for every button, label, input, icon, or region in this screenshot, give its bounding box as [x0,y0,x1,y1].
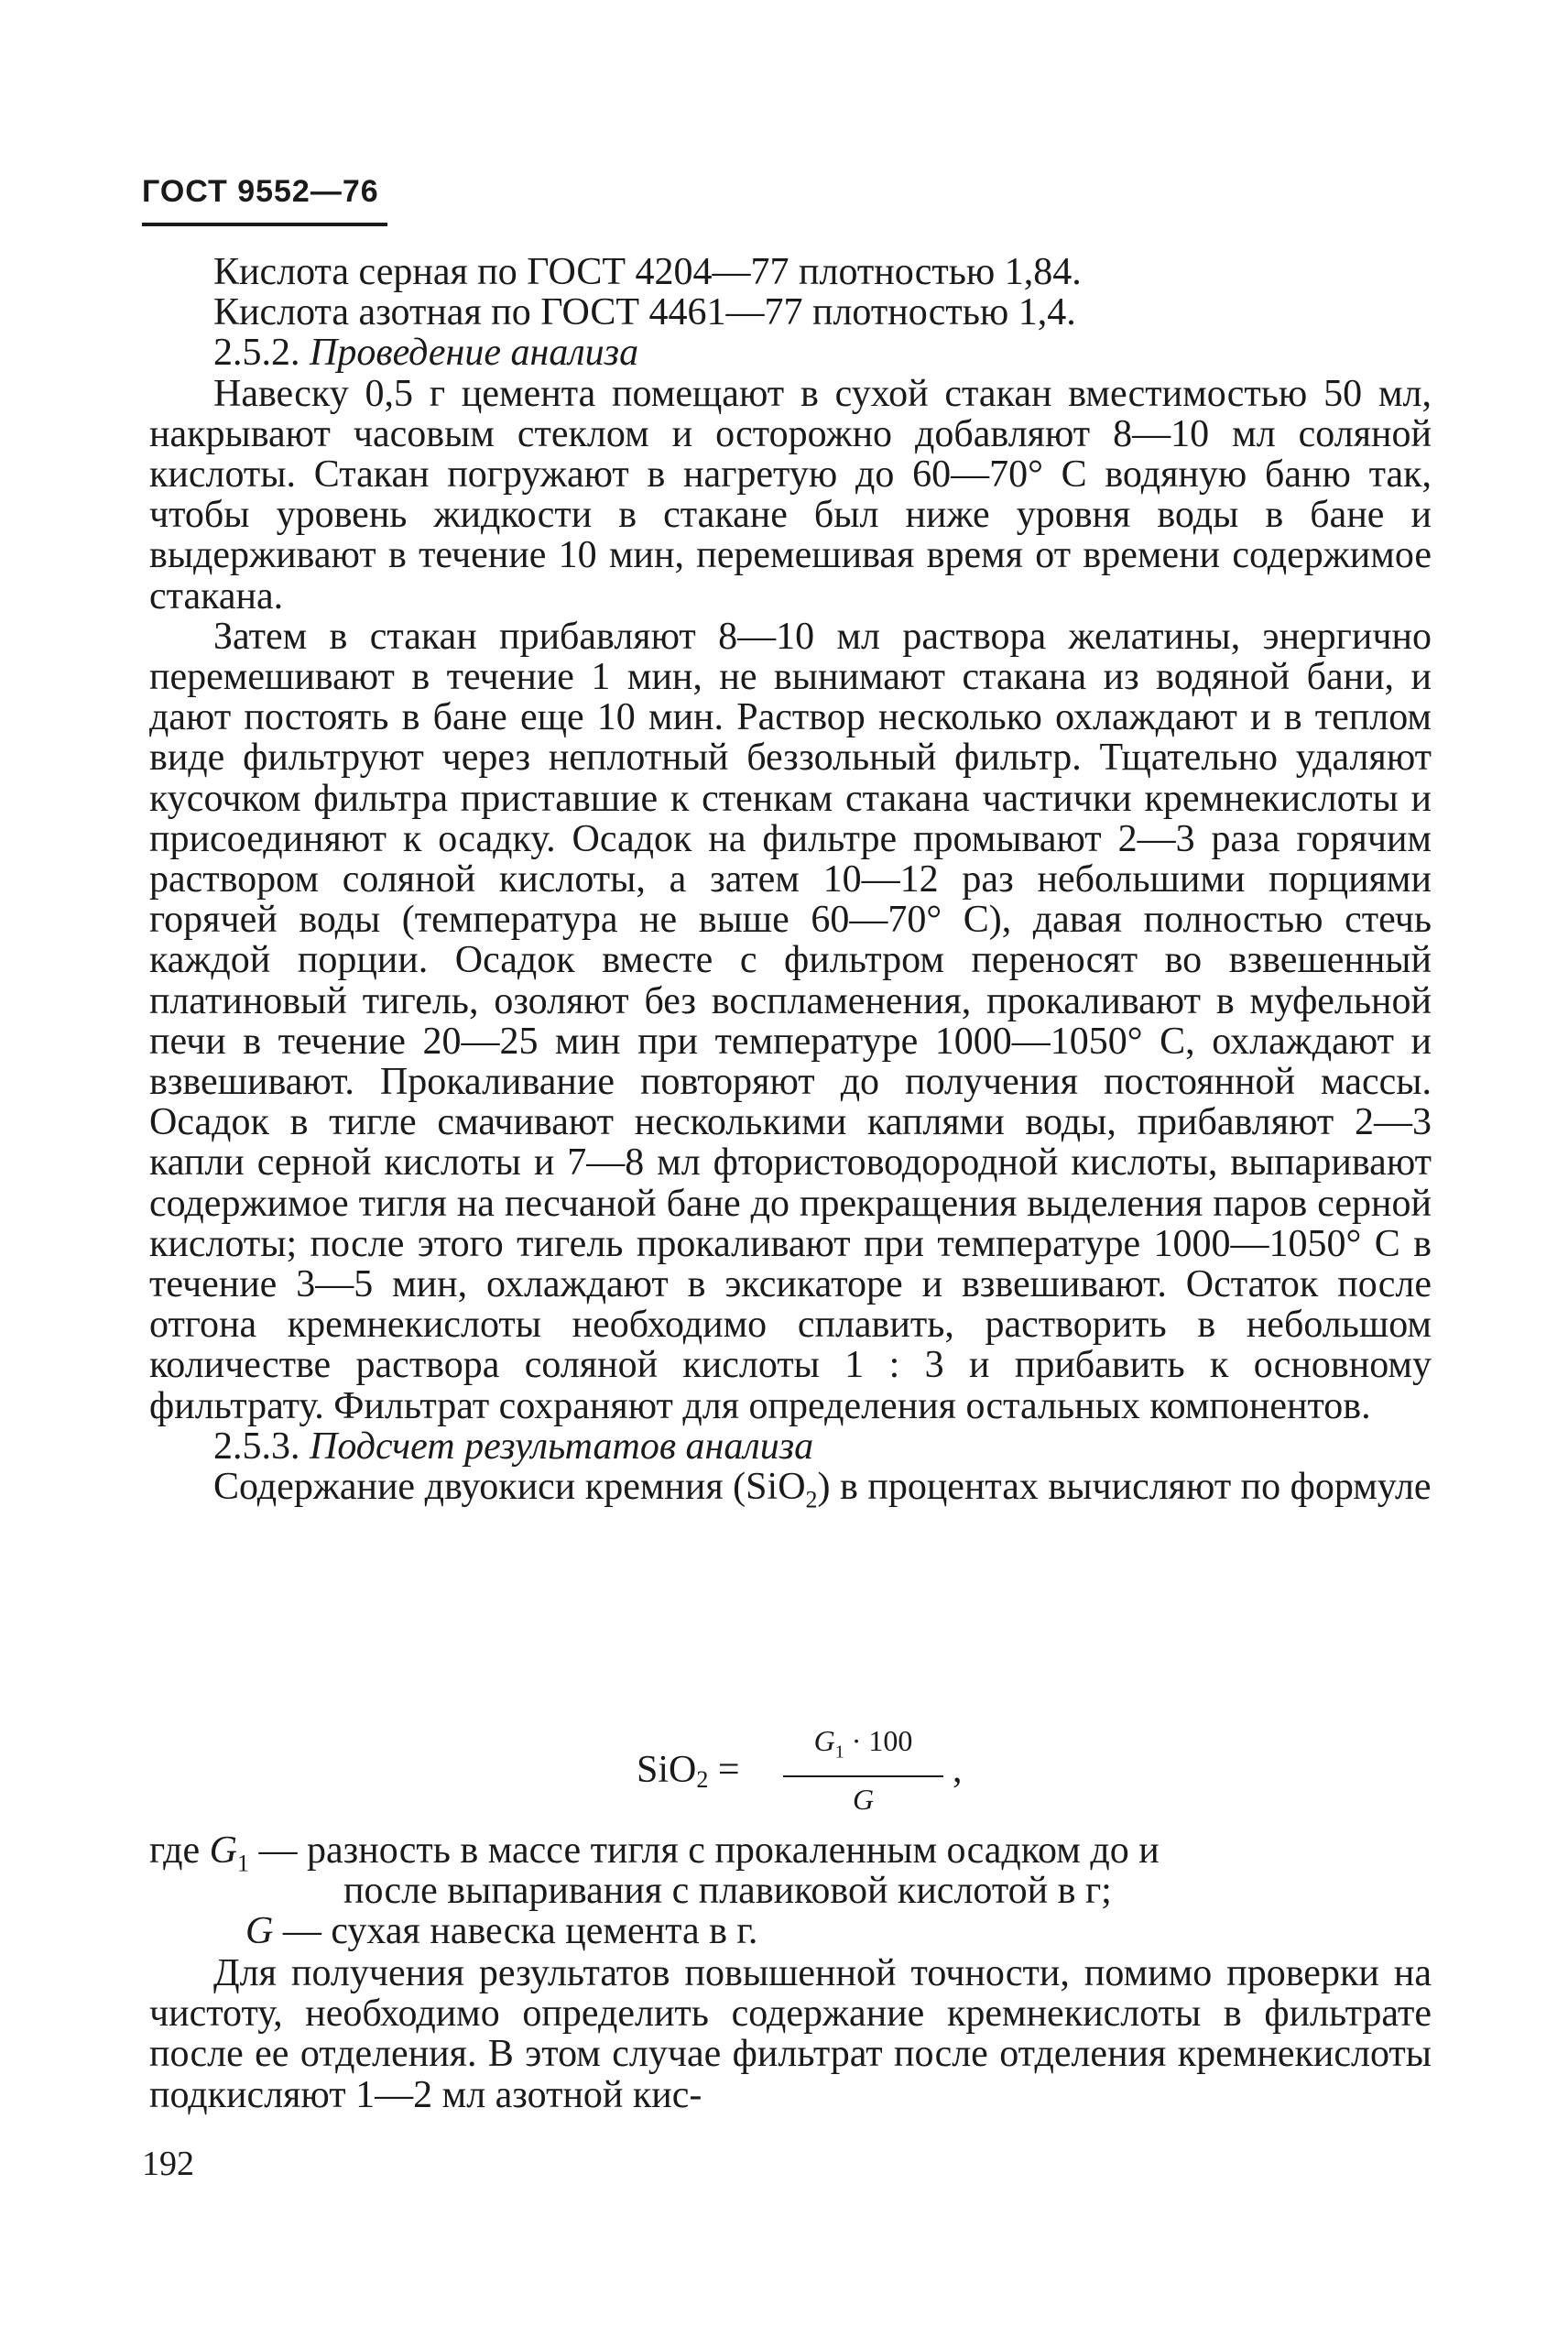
formula-lhs [637,1748,740,1794]
formula-comma: , [953,1749,963,1791]
formula-intro-paragraph [149,1467,1432,1521]
g1-variable: G [209,1829,237,1872]
sio2-formula [637,1722,1021,1823]
precision-paragraph: Для получения результатов повышенной точности, помимо проверки на чистоту, необходимо определить содержание кремнекислоты в фильтрате после ее отделения. В этом случае фильтрат после отделения кремнекислоты подкисляют 1—2 мл азотной кис- [149,1952,1432,2116]
header-underline [142,223,387,226]
formula-denominator: G [852,1783,875,1817]
fraction-bar [783,1775,943,1777]
section-2-5-3-number: 2.5.3. [213,1425,300,1468]
formula-numerator-rest: · 100 [844,1724,913,1757]
document-header: ГОСТ 9552—76 [142,174,379,209]
reagent-nitric-acid: Кислота азотная по ГОСТ 4461—77 плотностью 1,4. [213,291,1076,334]
variable-definitions [149,1830,1432,1952]
formula-fraction [783,1722,943,1818]
main-text-block [149,252,1432,1521]
g1-definition-line-2: после выпаривания с плавиковой кислотой в г; [343,1870,1112,1913]
formula-equals: = [708,1749,740,1791]
formula-intro-subscript: 2 [805,1486,818,1513]
analysis-paragraph-2: Затем в стакан прибавляют 8—10 мл раствора желатины, энергично перемешивают в течение 1 мин, не вынимают стакана из водяной бани, и дают постоять в бане еще 10 мин. Раствор несколько охлаждают и в теплом виде фильтруют через неплотный беззольный фильтр. Тщательно удаляют кусочком фильтра приставшие к стенкам стакана частички кремнекислоты и присоединяют к осадку. Осадок на фильтре промывают 2—3 раза горячим раствором соляной кислоты, а затем 10—12 раз небольшими порциями горячей воды (температура не выше 60—70° С), давая полностью стечь каждой порции. Осадок вместе с фильтром переносят во взвешенный платиновый тигель, озоляют без воспламенения, прокаливают в муфельной печи в течение 20—25 мин при температуре 1000—1050° С, охлаждают и взвешивают. Прокаливание повторяют до получения постоянной массы. Осадок в тигле смачивают несколькими каплями воды, прибавляют 2—3 капли серной кислоты и 7—8 мл фтористоводородной кислоты, выпаривают содержимое тигля на песчаной бане до прекращения выделения паров серной кислоты; после этого тигель прокаливают при температуре 1000—1050° С в течение 3—5 мин, охлаждают в эксикаторе и взвешивают. Остаток после отгона кремнекислоты необходимо сплавить, растворить в небольшом количестве раствора соляной кислоты 1 : 3 и прибавить к основному фильтрату. Фильтрат сохраняют для определения остальных компонентов. [149,615,1432,1427]
formula-intro-text-end: ) в процентах вычисляют по формуле [817,1466,1432,1509]
section-2-5-3-title: Подсчет результатов анализа [310,1425,814,1468]
formula-numerator [783,1722,943,1770]
formula-lhs-symbol: SiO [637,1749,697,1791]
closing-text-block [149,1953,1432,2115]
g1-definition-line-1: — разность в массе тигля с прокаленным осадком до и [249,1829,1160,1872]
g-definition: — сухая навеска цемента в г. [273,1910,758,1953]
formula-lhs-subscript: 2 [696,1766,709,1793]
where-lead: где [149,1829,210,1872]
formula-intro-text: Содержание двуокиси кремния (SiO [213,1466,806,1509]
formula-numerator-subscript: 1 [834,1742,844,1763]
g1-subscript: 1 [237,1850,249,1877]
analysis-paragraph-1: Навеску 0,5 г цемента помещают в сухой стакан вместимостью 50 мл, накрывают часовым стеклом и осторожно добавляют 8—10 мл соляной кислоты. Стакан погружают в нагретую до 60—70° С водяную баню так, чтобы уровень жидкости в стакане был ниже уровня воды в бане и выдерживают в течение 10 мин, перемешивая время от времени содержимое стакана. [149,372,1432,617]
definition-g1 [149,1829,1432,1877]
definition-g1-continued [149,1871,1432,1911]
reagent-sulfuric-acid: Кислота серная по ГОСТ 4204—77 плотностью 1,84. [213,251,1082,293]
page-number: 192 [142,2145,194,2183]
section-2-5-3-heading [149,1426,1432,1467]
formula-numerator-variable: G [813,1724,835,1757]
definition-g [149,1911,1432,1951]
g-variable: G [245,1910,274,1953]
section-2-5-2-title: Проведение анализа [310,332,639,375]
section-2-5-2-heading [149,333,1432,373]
section-2-5-2-number: 2.5.2. [213,332,300,375]
